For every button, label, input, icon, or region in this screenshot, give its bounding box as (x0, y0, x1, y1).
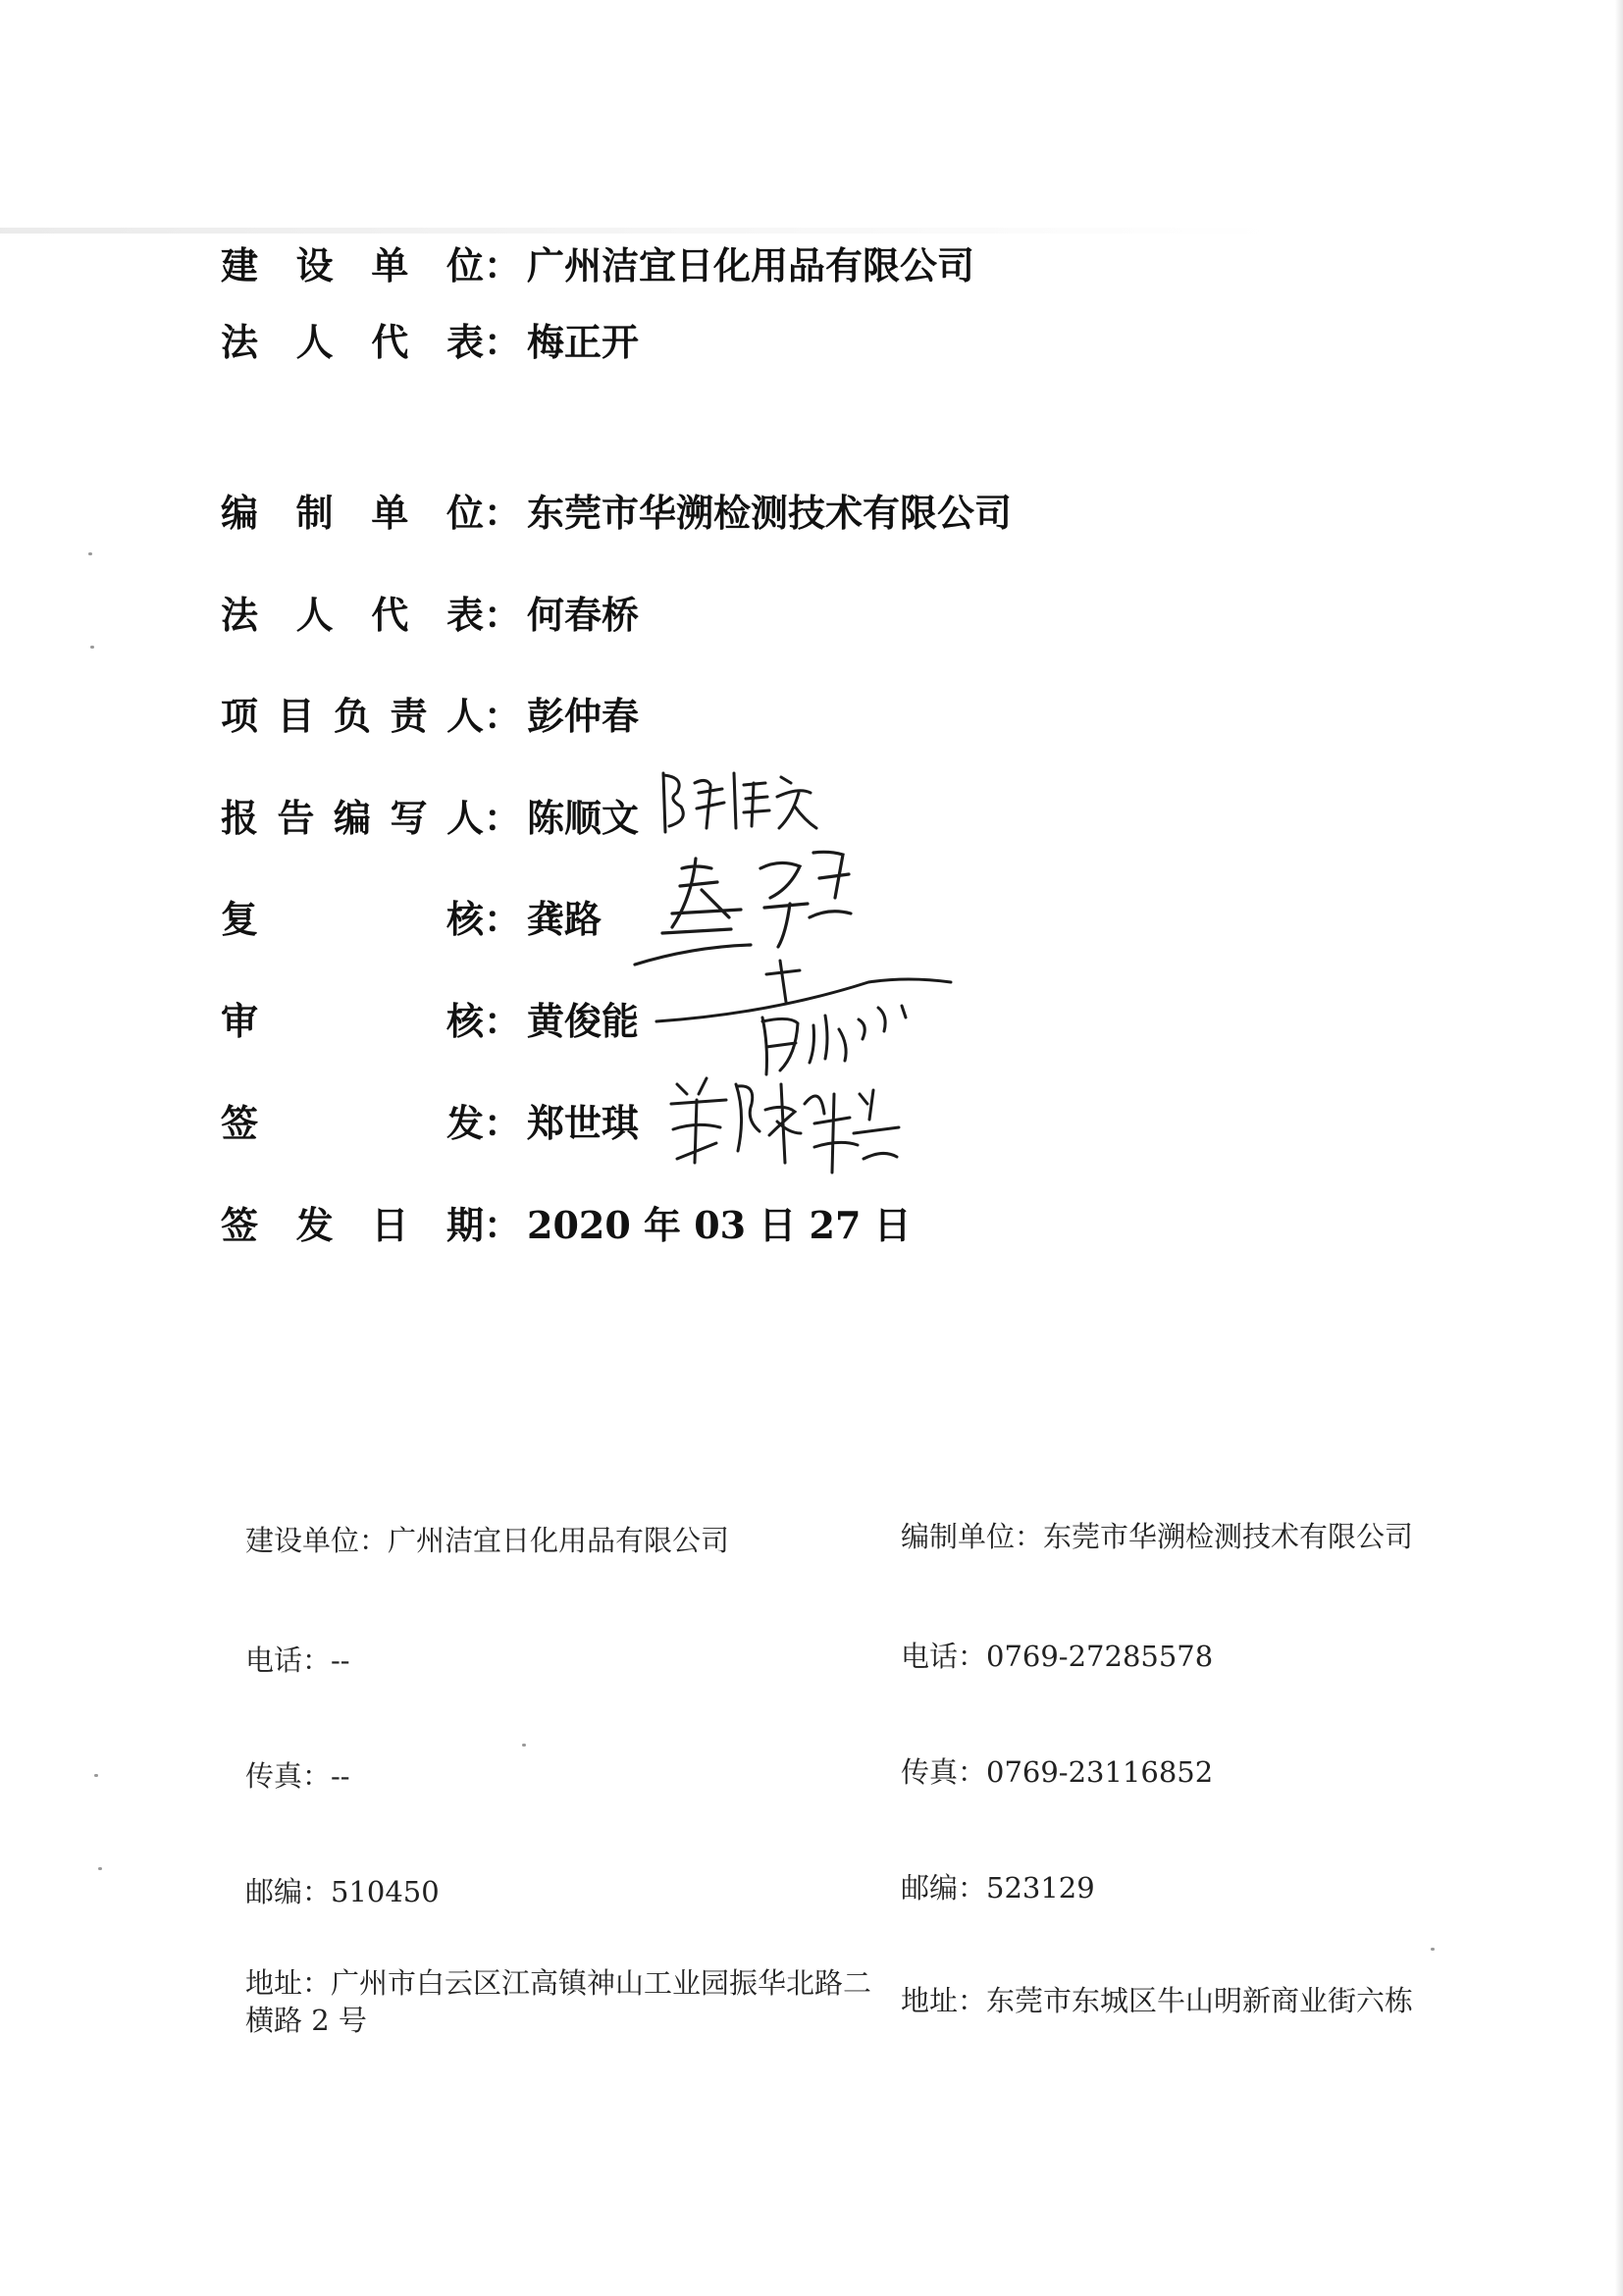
project-lead-value: 彭仲春 (527, 694, 640, 738)
issue-date-row (221, 1195, 912, 1249)
builder-rep-value: 梅正开 (527, 320, 640, 364)
right-unit: 编制单位：东莞市华溯检测技术有限公司 (901, 1520, 1414, 1553)
builder-rep-label: 法 人 代 表： (221, 320, 521, 364)
auditor-row (221, 991, 639, 1045)
builder-row (221, 235, 974, 289)
reviewer-signature (633, 839, 859, 976)
scan-shadow (0, 228, 1276, 234)
scan-speck (88, 552, 92, 555)
compiler-rep-label: 法 人 代 表： (221, 593, 521, 637)
issuer-value: 郑世琪 (527, 1101, 640, 1145)
compiler-rep-row (221, 585, 639, 639)
compiler-row (221, 483, 1012, 537)
builder-value: 广州洁宜日化用品有限公司 (527, 243, 975, 287)
author-row (221, 788, 639, 842)
right-fax: 传真：0769-23116852 (901, 1755, 1214, 1789)
reviewer-row (221, 889, 602, 943)
reviewer-label: 复 核： (221, 897, 521, 941)
issuer-label: 签 发： (221, 1101, 521, 1145)
auditor-value: 黄俊能 (527, 999, 640, 1043)
scan-speck (522, 1744, 526, 1747)
compiler-rep-value: 何春桥 (527, 593, 640, 637)
left-postcode: 邮编：510450 (245, 1875, 440, 1908)
right-address: 地址：东莞市东城区牛山明新商业街六栋 (901, 1984, 1414, 2017)
left-unit: 建设单位：广州洁宜日化用品有限公司 (245, 1524, 730, 1557)
issuer-signature (667, 1065, 903, 1182)
left-fax: 传真：-- (245, 1759, 350, 1793)
builder-label: 建 设 单 位： (221, 243, 521, 287)
compiler-value: 东莞市华溯检测技术有限公司 (527, 491, 1013, 535)
left-phone: 电话：-- (245, 1644, 350, 1677)
right-postcode: 邮编：523129 (901, 1871, 1095, 1905)
author-signature (655, 763, 822, 842)
issuer-row (221, 1093, 639, 1147)
reviewer-value: 龚路 (527, 897, 602, 941)
author-label: 报 告 编 写 人： (221, 796, 521, 840)
scan-speck (94, 1774, 98, 1777)
scan-edge (1615, 0, 1623, 2296)
scan-speck (98, 1867, 102, 1870)
project-lead-row (221, 686, 639, 740)
scan-speck (90, 646, 94, 649)
builder-rep-row (221, 312, 639, 366)
author-value: 陈顺文 (527, 796, 640, 840)
left-address: 地址：广州市白云区江高镇神山工业园振华北路二横路 2 号 (245, 1966, 872, 2037)
project-lead-label: 项 目 负 责 人： (221, 694, 521, 738)
scan-speck (1431, 1948, 1435, 1951)
compiler-label: 编 制 单 位： (221, 491, 521, 535)
issue-date-label: 签 发 日 期： (221, 1203, 521, 1247)
issue-date-value: 2020 年 03 日 27 日 (527, 1203, 912, 1247)
right-phone: 电话：0769-27285578 (901, 1640, 1214, 1673)
auditor-label: 审 核： (221, 999, 521, 1043)
